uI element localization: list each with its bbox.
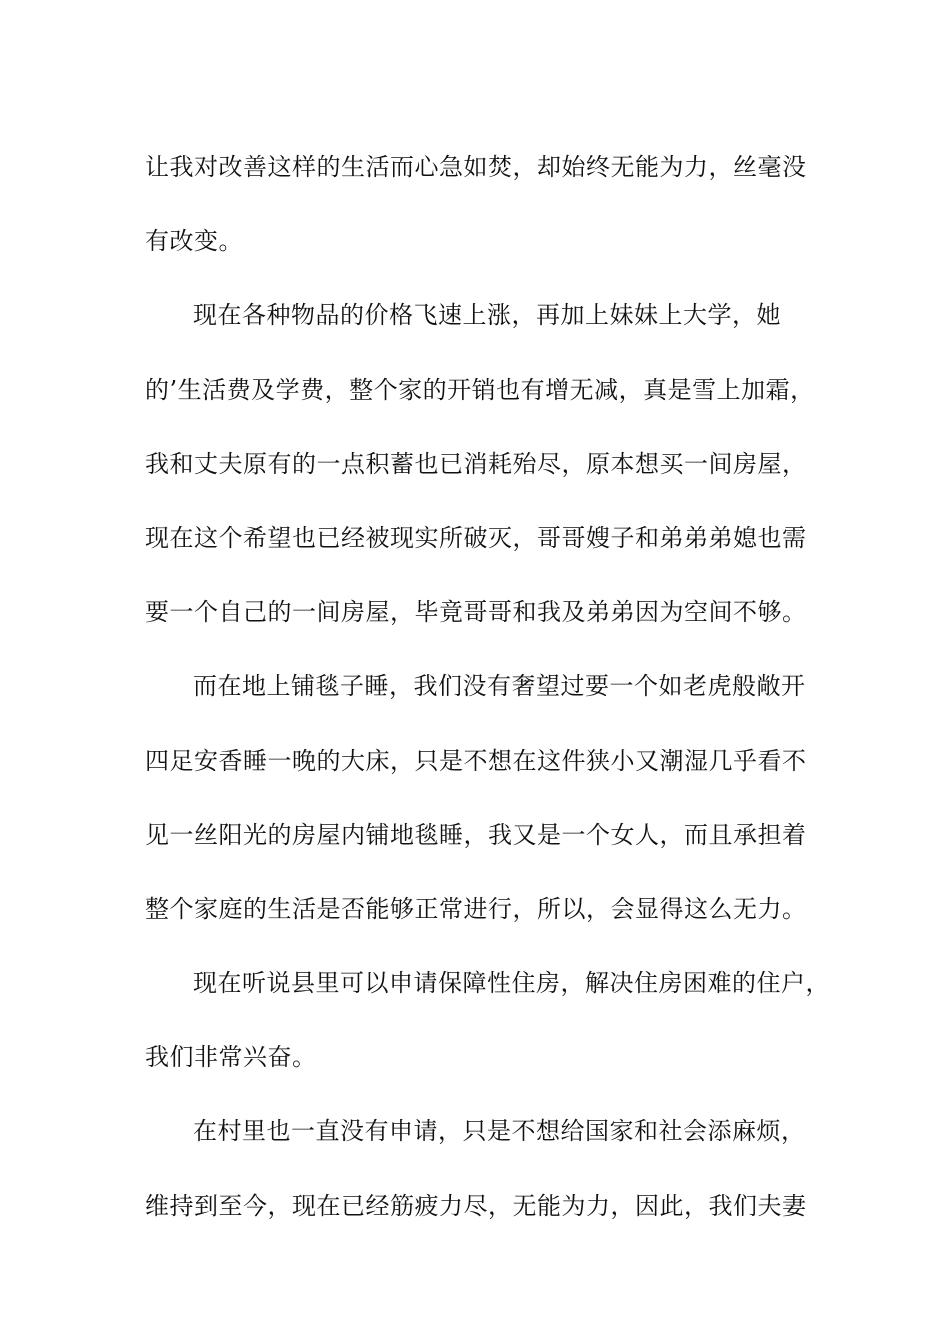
paragraph-3	[145, 649, 815, 946]
text-line: 我们非常兴奋。	[145, 1043, 317, 1072]
text-line: 让我对改善这样的生活而心急如焚，却始终无能为力，丝毫没	[145, 153, 807, 181]
paragraph-4	[145, 946, 830, 1094]
paragraph-2	[145, 278, 815, 649]
text-line: 现在这个希望也已经被现实所破灭，哥哥嫂子和弟弟弟媳也需	[145, 523, 807, 552]
text-line: 要一个自己的一间房屋，毕竟哥哥和我及弟弟因为空间不够。	[145, 598, 807, 627]
text-line: 的’生活费及学费，整个家的开销也有增无减，真是雪上加霜，	[145, 375, 815, 404]
text-line: 而在地上铺毯子睡，我们没有奢望过要一个如老虎般敞开	[193, 672, 806, 701]
text-line: 有改变。	[145, 227, 243, 256]
text-line: 现在各种物品的价格飞速上涨，再加上妹妹上大学，她	[193, 301, 781, 330]
text-line: 四足安香睡一晚的大床，只是不想在这件狭小又潮湿几乎看不	[145, 746, 807, 775]
text-line: 见一丝阳光的房屋内铺地毯睡，我又是一个女人，而且承担着	[145, 820, 807, 849]
text-line: 在村里也一直没有申请，只是不想给国家和社会添麻烦，	[193, 1117, 806, 1146]
paragraph-5	[145, 1094, 815, 1242]
text-line: 维持到至今，现在已经筋疲力尽，无能为力，因此，我们夫妻	[145, 1191, 807, 1220]
text-line: 现在听说县里可以申请保障性住房，解决住房困难的住户，	[193, 969, 830, 998]
text-line: 我和丈夫原有的一点积蓄也已消耗殆尽，原本想买一间房屋，	[145, 449, 807, 478]
text-line: 整个家庭的生活是否能够正常进行，所以，会显得这么无力。	[145, 894, 807, 923]
paragraph-1	[145, 130, 815, 278]
body-text	[145, 130, 830, 1243]
